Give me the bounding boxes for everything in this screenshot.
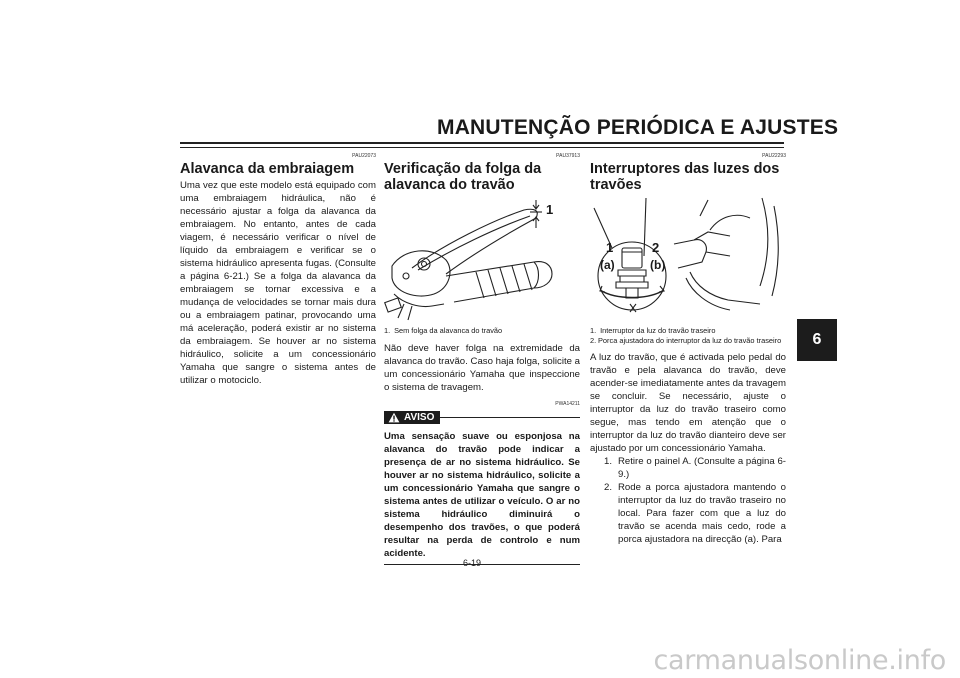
section-body: Uma vez que este modelo está equipado com uma embraiagem hidráulica, não é necessário ajustar a folga da alavanca da embraiagem. No entanto, antes de cada viagem, é necessário verificar o nível de líquido da embraiagem e verificar se o sistema hidráulico apresenta fugas. (Consulte a página 6-21.) Se a folga da alavanca da embraiagem se tornar excessiva e a mudança de velocidades se tornar mais dura ou a embraiagem patinar, provocando uma má aceleração, poderá existir ar no sistema da embraiagem. Se houver ar no sistema hidráulico, solicite a um concessionário Yamaha que sangre o sistema antes de utilizar o motociclo. — [180, 180, 376, 386]
page-number: 6-19 — [463, 558, 482, 568]
warning-triangle-icon — [388, 412, 400, 423]
caption-number: 1. — [590, 326, 597, 335]
warning-header — [384, 411, 580, 424]
caption-item — [590, 336, 786, 346]
caption-text: Sem folga da alavanca do travão — [394, 326, 503, 335]
warning-rule — [440, 417, 580, 418]
figure-captions — [590, 326, 786, 345]
section-code: PAU22293 — [762, 153, 786, 159]
section-title: Verificação da folga da alavanca do travão — [384, 161, 542, 193]
warning-end-rule — [384, 564, 580, 565]
figure-callout-b: (b) — [650, 258, 666, 272]
section-body: A luz do travão, que é activada pelo pedal do travão e pela alavanca do travão, deve acender-se imediatamente antes da travagem se concluir. Se necessário, ajuste o interruptor da luz do travão traseiro como segue, mas tendo em atenção que o interruptor da luz do travão dianteiro deve ser ajustado por um concessionário Yamaha. — [590, 352, 786, 455]
brake-lever-figure — [384, 196, 580, 322]
section-title: Interruptores das luzes dos travões — [590, 161, 780, 193]
figure-callout-a: (a) — [600, 258, 615, 272]
brake-switch-figure — [590, 196, 786, 322]
page-title: MANUTENÇÃO PERIÓDICA E AJUSTES — [437, 116, 839, 139]
caption-item — [590, 326, 786, 336]
section-body: Não deve haver folga na extremidade da alavanca do travão. Caso haja folga, solicite a um concessionário Yamaha que inspeccione o sistema de travagem. — [384, 342, 580, 393]
list-text: Retire o painel A. (Consulte a página 6-9.) — [618, 456, 786, 481]
watermark: carmanualsonline.info — [653, 645, 946, 676]
warning-label: AVISO — [404, 411, 435, 423]
header-rule — [180, 142, 784, 144]
warning-code: PWA14211 — [555, 400, 580, 407]
caption-text: Interruptor da luz do travão traseiro — [600, 326, 716, 335]
section-title: Alavanca da embraiagem — [180, 161, 355, 177]
caption-text: Porca ajustadora do interruptor da luz do travão traseiro — [598, 335, 782, 345]
figure-callout-2: 2 — [652, 240, 660, 255]
warning-text: Uma sensação suave ou esponjosa na alavanca do travão pode indicar a presença de ar no sistema hidráulico. Se houver ar no sistema hidráulico, solicite a um concessionário Yamaha que sangre o sistema antes de utilizar o veículo. O ar no sistema hidráulico diminuirá o desempenho dos travões, o que poderá resultar na perda de controlo e num acidente. — [384, 430, 580, 559]
caption-number: 1. — [384, 326, 391, 335]
list-number: 1. — [603, 456, 612, 468]
list-text: Rode a porca ajustadora mantendo o interruptor da luz do travão traseiro no local. Para fazer com que a luz do travão se acenda mais cedo, rode a porca ajustadora na direcção (a). Para — [618, 482, 786, 546]
figure-callout-1: 1 — [546, 202, 554, 217]
section-brake-light-switches — [590, 152, 786, 546]
list-item — [590, 455, 786, 481]
section-code: PAU22073 — [352, 153, 376, 159]
figure-callout-1: 1 — [606, 240, 614, 255]
caption-number: 2. — [590, 335, 597, 345]
list-item — [590, 481, 786, 546]
list-number: 2. — [603, 482, 612, 494]
warning-badge — [384, 411, 440, 424]
brake-switch-illustration — [590, 196, 786, 322]
figure-caption — [384, 326, 580, 336]
section-code: PAU37913 — [556, 153, 580, 159]
section-clutch-lever — [180, 152, 376, 387]
section-brake-lever-play — [384, 152, 580, 565]
chapter-tab: 6 — [797, 319, 837, 361]
header-rule-thin — [180, 147, 784, 148]
